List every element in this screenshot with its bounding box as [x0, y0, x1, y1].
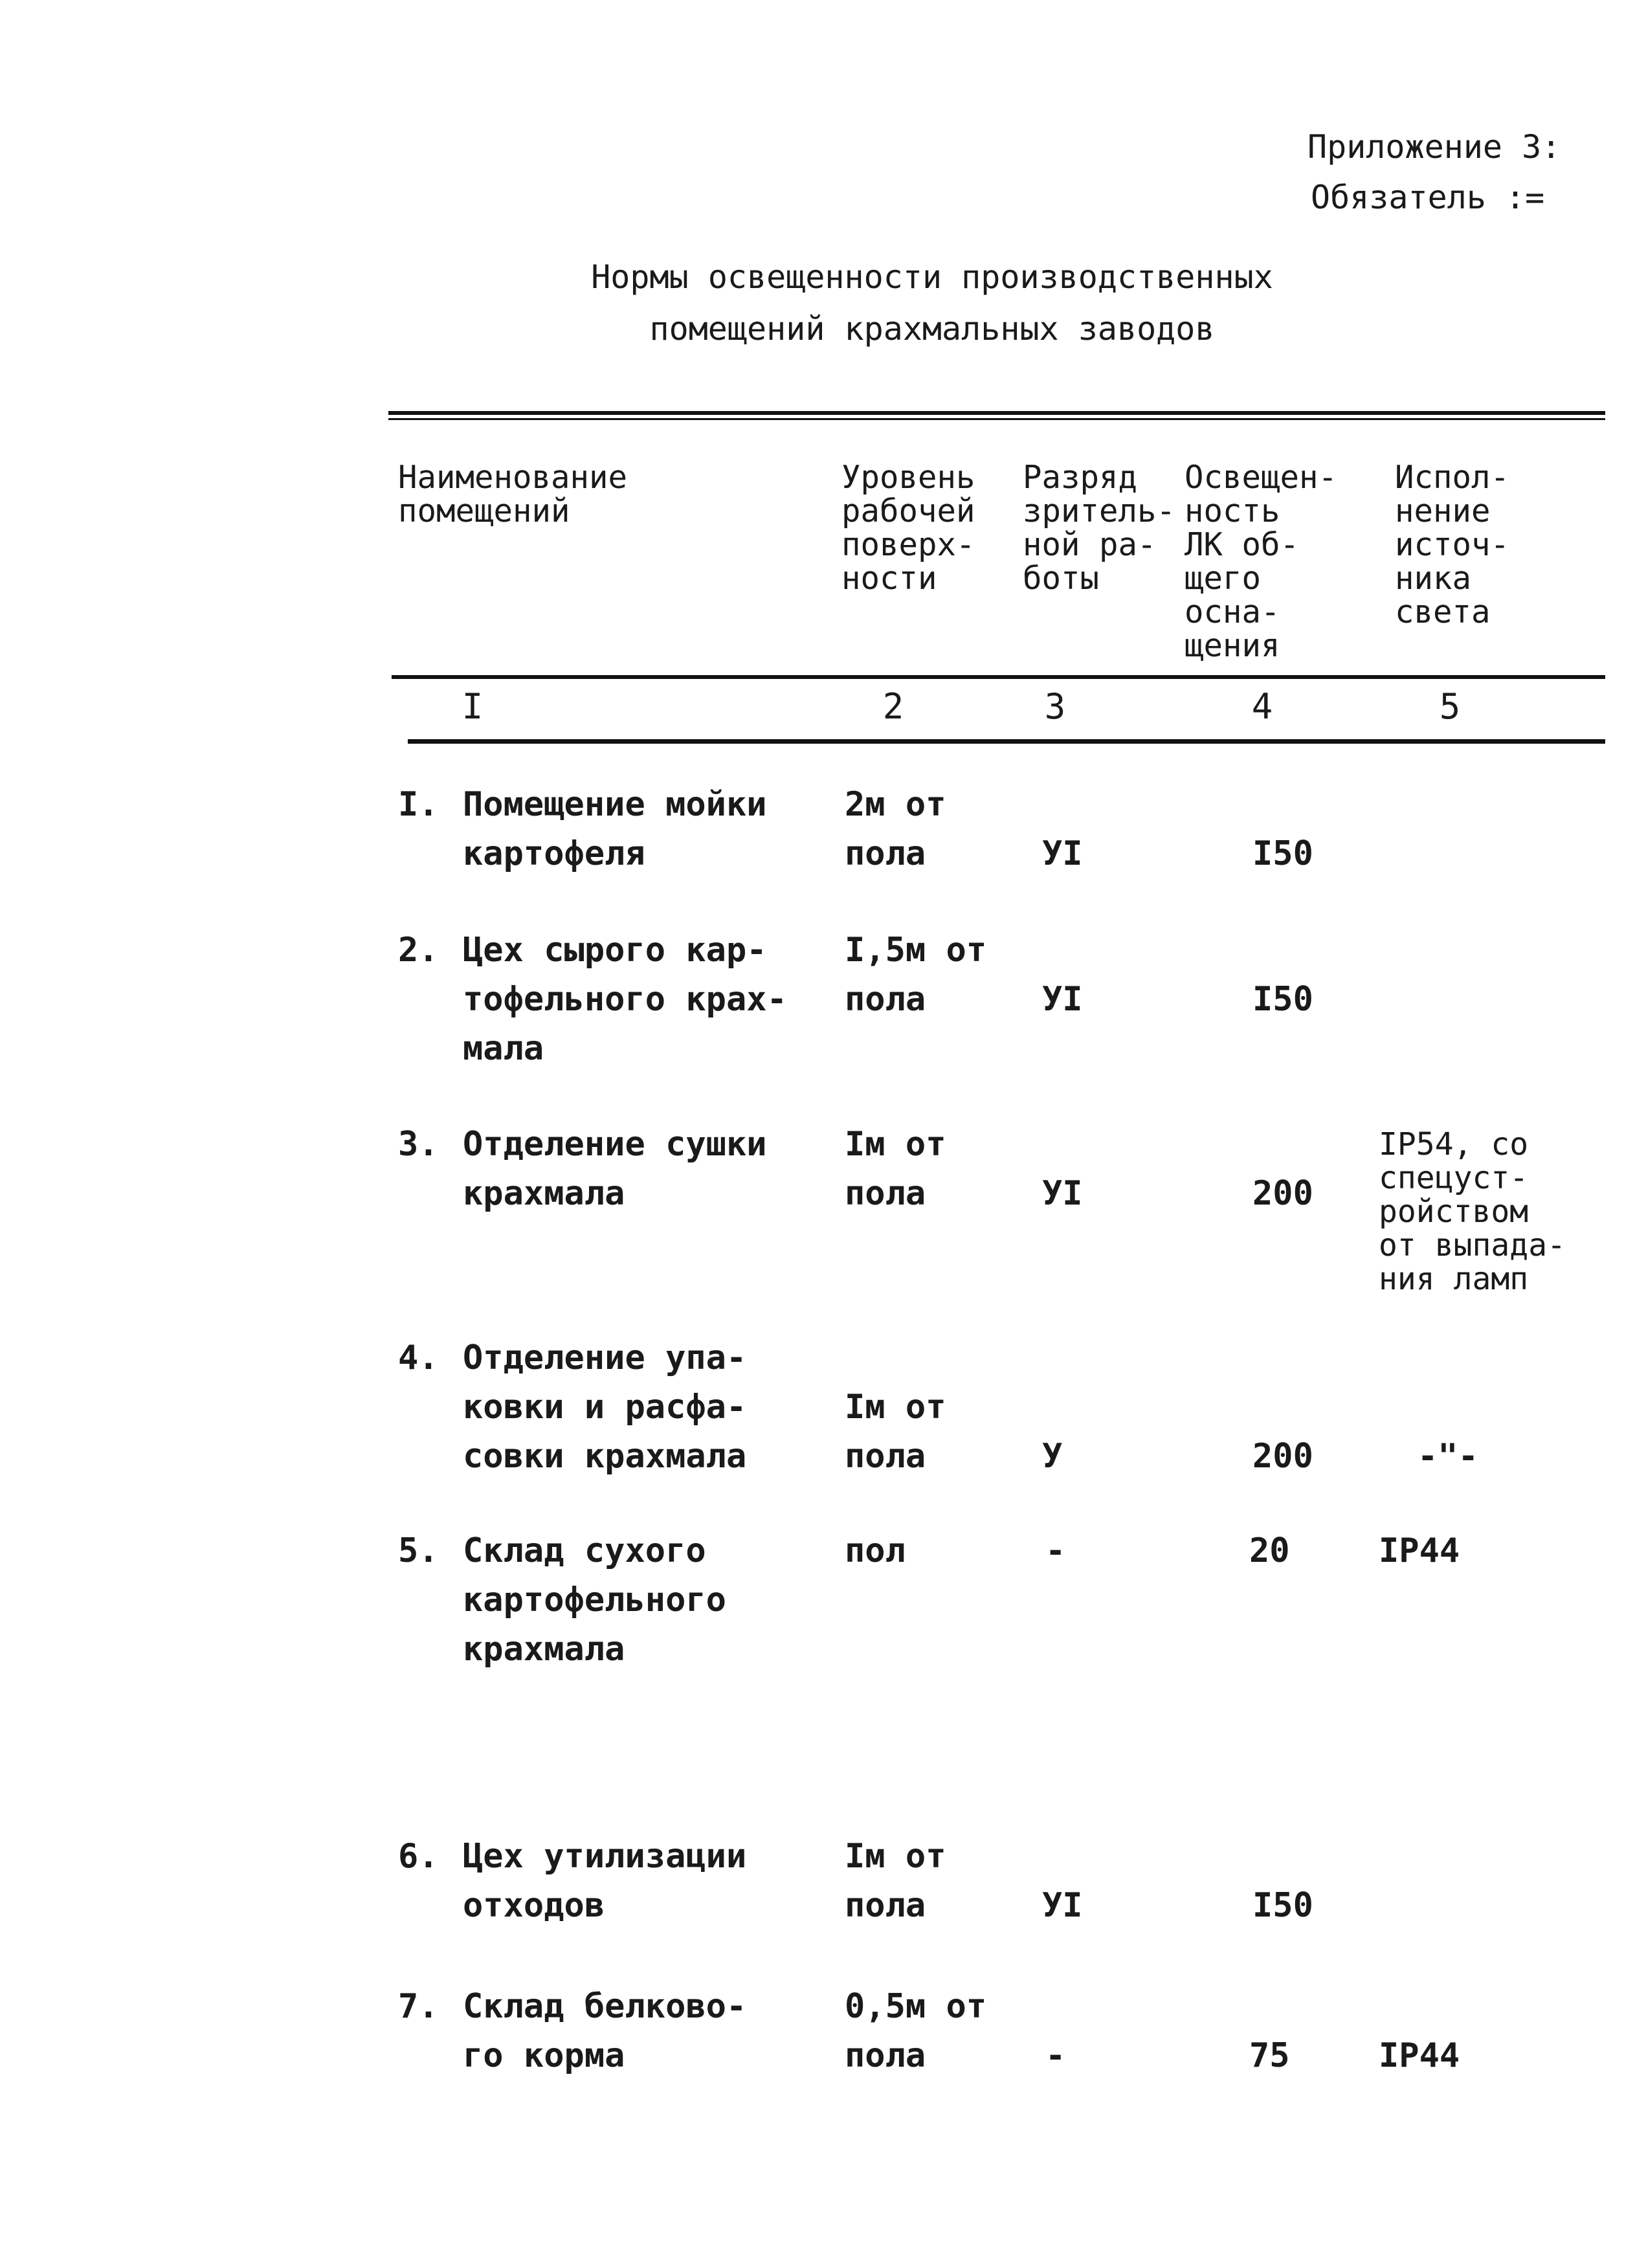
row-7-grade: - [1045, 2036, 1066, 2075]
header-name: Наименование помещений [398, 459, 628, 529]
table-top-rule-thin [388, 418, 1605, 420]
row-6-level: Iм от пола [845, 1837, 946, 1925]
row-6-lux: I50 [1252, 1886, 1313, 1925]
row-2-grade: УI [1042, 980, 1083, 1019]
row-7-number: 7. [398, 1987, 439, 2026]
row-5-execution: IP44 [1379, 1531, 1460, 1570]
row-7-lux: 75 [1249, 2036, 1290, 2075]
column-number-5: 5 [1439, 686, 1461, 727]
document-title: Нормы освещенности производственных [591, 258, 1273, 296]
row-1-grade: УI [1042, 834, 1083, 873]
header-visual-work-grade: Разряд зритель- ной ра- боты [1023, 459, 1176, 597]
row-5-lux: 20 [1249, 1531, 1290, 1570]
appendix-status: Обязатель := [1311, 179, 1545, 216]
row-5-name: Склад сухого картофельного крахмала [463, 1531, 726, 1669]
row-2-lux: I50 [1252, 980, 1313, 1019]
row-6-number: 6. [398, 1837, 439, 1876]
appendix-label: Приложение 3: [1307, 128, 1561, 166]
row-6-name: Цех утилизации отходов [463, 1837, 747, 1925]
row-5-level: пол [845, 1531, 906, 1570]
row-1-number: I. [398, 785, 439, 824]
row-7-name: Склад белково- го корма [463, 1987, 747, 2075]
row-3-lux: 200 [1252, 1174, 1313, 1213]
column-number-3: 3 [1044, 686, 1066, 727]
row-3-grade: УI [1042, 1174, 1083, 1213]
row-1-level: 2м от пола [845, 785, 946, 873]
row-4-number: 4. [398, 1339, 439, 1377]
row-3-execution: IP54, со спецуст- ройством от выпада- ния ламп [1379, 1126, 1566, 1297]
row-4-execution: -"- [1418, 1437, 1478, 1476]
row-3-level: Iм от пола [845, 1125, 946, 1213]
row-2-level: I,5м от пола [845, 931, 987, 1019]
header-work-surface-level: Уровень рабочей поверх- ности [841, 459, 975, 597]
column-number-2: 2 [882, 686, 904, 727]
row-3-name: Отделение сушки крахмала [463, 1125, 767, 1213]
row-1-name: Помещение мойки картофеля [463, 785, 767, 873]
row-6-grade: УI [1042, 1886, 1083, 1925]
row-5-grade: - [1045, 1531, 1066, 1570]
row-4-level: Iм от пола [845, 1388, 946, 1476]
table-top-rule [388, 411, 1605, 415]
header-bottom-rule [392, 675, 1605, 679]
row-1-lux: I50 [1252, 834, 1313, 873]
row-4-lux: 200 [1252, 1437, 1313, 1476]
row-2-number: 2. [398, 931, 439, 970]
row-7-execution: IP44 [1379, 2036, 1460, 2075]
row-5-number: 5. [398, 1531, 439, 1570]
row-4-grade: У [1042, 1437, 1063, 1476]
row-3-number: 3. [398, 1125, 439, 1164]
column-number-1: I [462, 686, 484, 727]
column-numbers-bottom-rule [408, 739, 1605, 744]
column-number-4: 4 [1251, 686, 1273, 727]
row-2-name: Цех сырого кар- тофельного крах- мала [463, 931, 787, 1068]
document-subtitle: помещений крахмальных заводов [649, 310, 1215, 348]
row-7-level: 0,5м от пола [845, 1987, 987, 2075]
row-4-name: Отделение упа- ковки и расфа- совки крахмала [463, 1339, 747, 1476]
header-illuminance: Освещен- ность ЛК об- щего осна- щения [1185, 459, 1338, 664]
header-light-source-execution: Испол- нение источ- ника света [1395, 459, 1510, 630]
